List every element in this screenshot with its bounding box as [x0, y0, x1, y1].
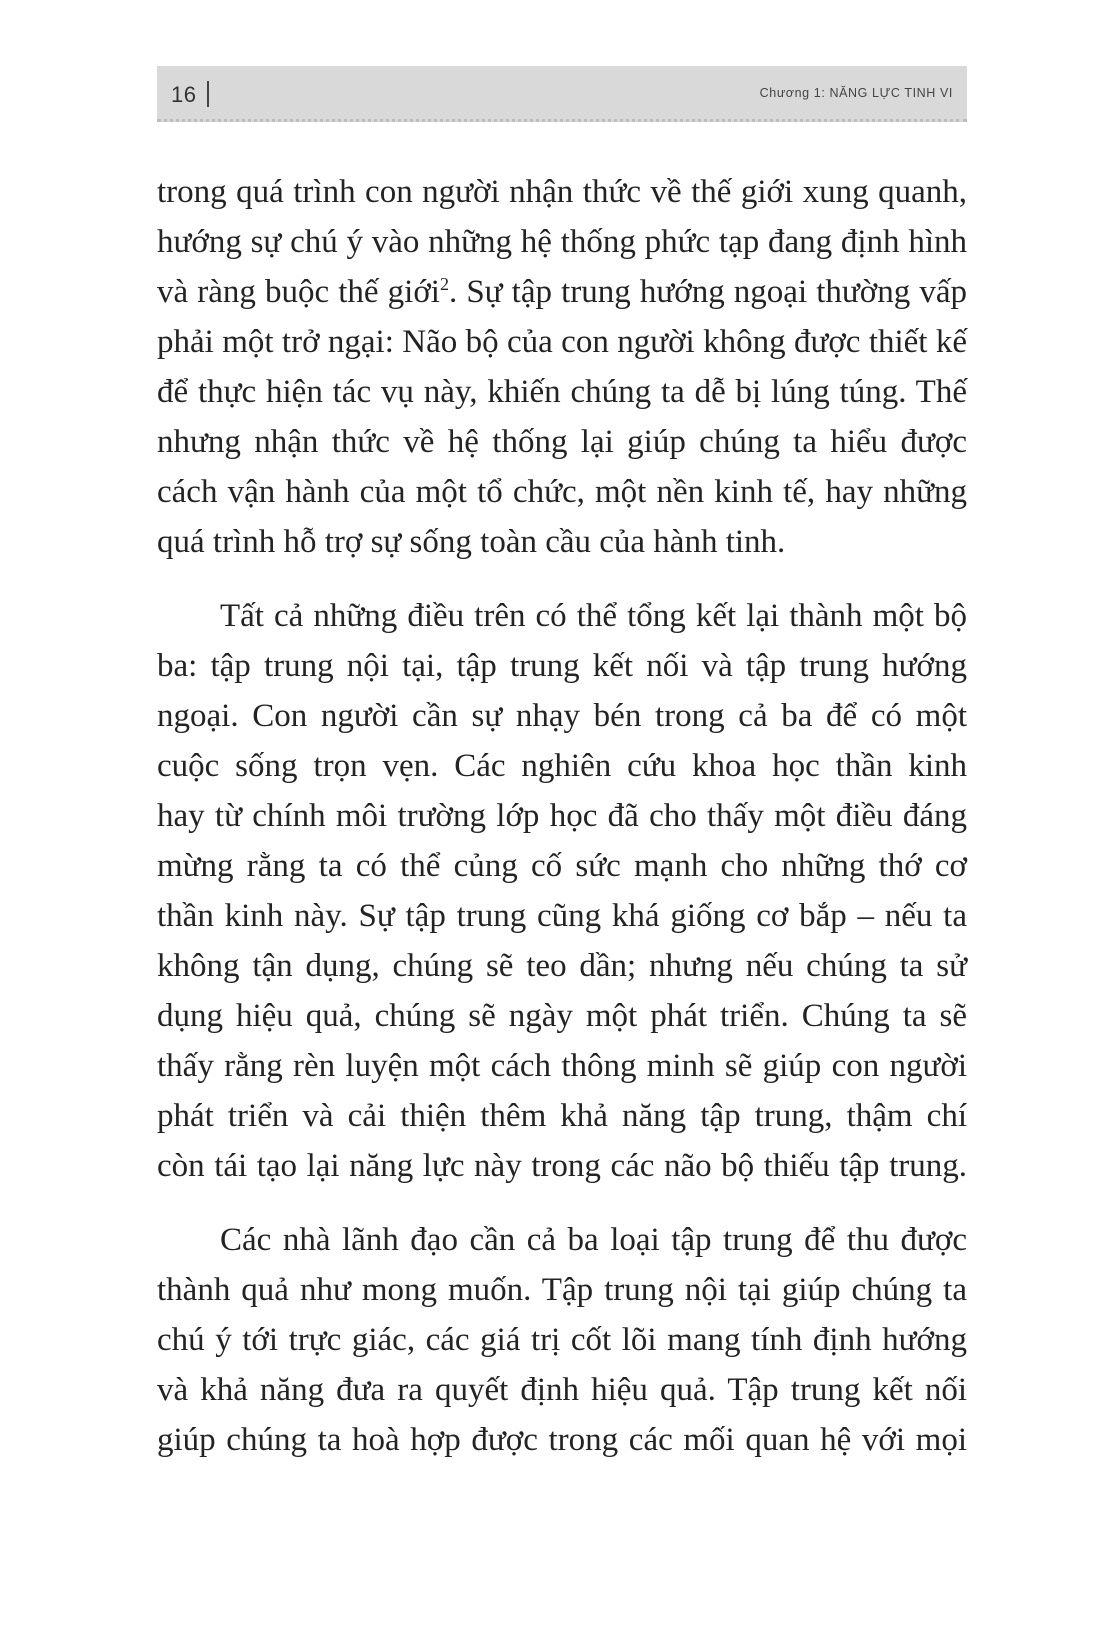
text-line: [157, 267, 967, 317]
text-segment: . Sự tập trung hướng ngoại thường vấp: [448, 274, 967, 310]
text-line: còn tái tạo lại năng lực này trong các não bộ thiếu tập trung.: [157, 1148, 967, 1184]
running-header: [157, 66, 967, 122]
body-text: [157, 167, 967, 1465]
text-line: cách vận hành của một tổ chức, một nền kinh tế, hay những: [157, 474, 967, 510]
paragraph-2: [157, 591, 967, 1191]
chapter-title: Chương 1: NĂNG LỰC TINH VI: [759, 86, 953, 100]
text-line: mừng rằng ta có thể củng cố sức mạnh cho những thớ cơ: [157, 848, 967, 884]
text-line: Các nhà lãnh đạo cần cả ba loại tập trung để thu được: [220, 1222, 967, 1258]
text-line: cuộc sống trọn vẹn. Các nghiên cứu khoa học thần kinh: [157, 748, 967, 784]
text-line: chú ý tới trực giác, các giá trị cốt lõi mang tính định hướng: [157, 1322, 967, 1358]
page-number: 16: [171, 82, 197, 107]
footnote-reference[interactable]: 2: [439, 274, 449, 294]
text-line: để thực hiện tác vụ này, khiến chúng ta dễ bị lúng túng. Thế: [157, 374, 967, 410]
text-line: và khả năng đưa ra quyết định hiệu quả. Tập trung kết nối: [157, 1372, 967, 1408]
text-line: thấy rằng rèn luyện một cách thông minh sẽ giúp con người: [157, 1048, 967, 1084]
text-segment: và ràng buộc thế giới: [157, 274, 440, 310]
paragraph-gap: [157, 567, 967, 591]
text-line: không tận dụng, chúng sẽ teo dần; nhưng nếu chúng ta sử: [157, 948, 967, 984]
text-line: dụng hiệu quả, chúng sẽ ngày một phát triển. Chúng ta sẽ: [157, 998, 967, 1034]
text-line: ngoại. Con người cần sự nhạy bén trong cả ba để có một: [157, 698, 967, 734]
text-line: hay từ chính môi trường lớp học đã cho thấy một điều đáng: [157, 798, 967, 834]
text-line: nhưng nhận thức về hệ thống lại giúp chúng ta hiểu được: [157, 424, 967, 460]
paragraph-1: [157, 167, 967, 567]
text-line: phát triển và cải thiện thêm khả năng tập trung, thậm chí: [157, 1098, 967, 1134]
header-divider: [207, 81, 209, 107]
paragraph-3: [157, 1215, 967, 1465]
text-line: phải một trở ngại: Não bộ của con người không được thiết kế: [157, 324, 967, 360]
text-line: ba: tập trung nội tại, tập trung kết nối và tập trung hướng: [157, 648, 967, 684]
text-line: hướng sự chú ý vào những hệ thống phức tạp đang định hình: [157, 224, 967, 260]
paragraph-gap: [157, 1191, 967, 1215]
text-line: quá trình hỗ trợ sự sống toàn cầu của hành tinh.: [157, 524, 786, 560]
text-line: Tất cả những điều trên có thể tổng kết lại thành một bộ: [220, 598, 967, 634]
text-line: thành quả như mong muốn. Tập trung nội tại giúp chúng ta: [157, 1272, 967, 1308]
text-line: thần kinh này. Sự tập trung cũng khá giống cơ bắp – nếu ta: [157, 898, 967, 934]
text-line: trong quá trình con người nhận thức về thế giới xung quanh,: [157, 174, 967, 210]
text-line: giúp chúng ta hoà hợp được trong các mối quan hệ với mọi: [157, 1422, 967, 1458]
